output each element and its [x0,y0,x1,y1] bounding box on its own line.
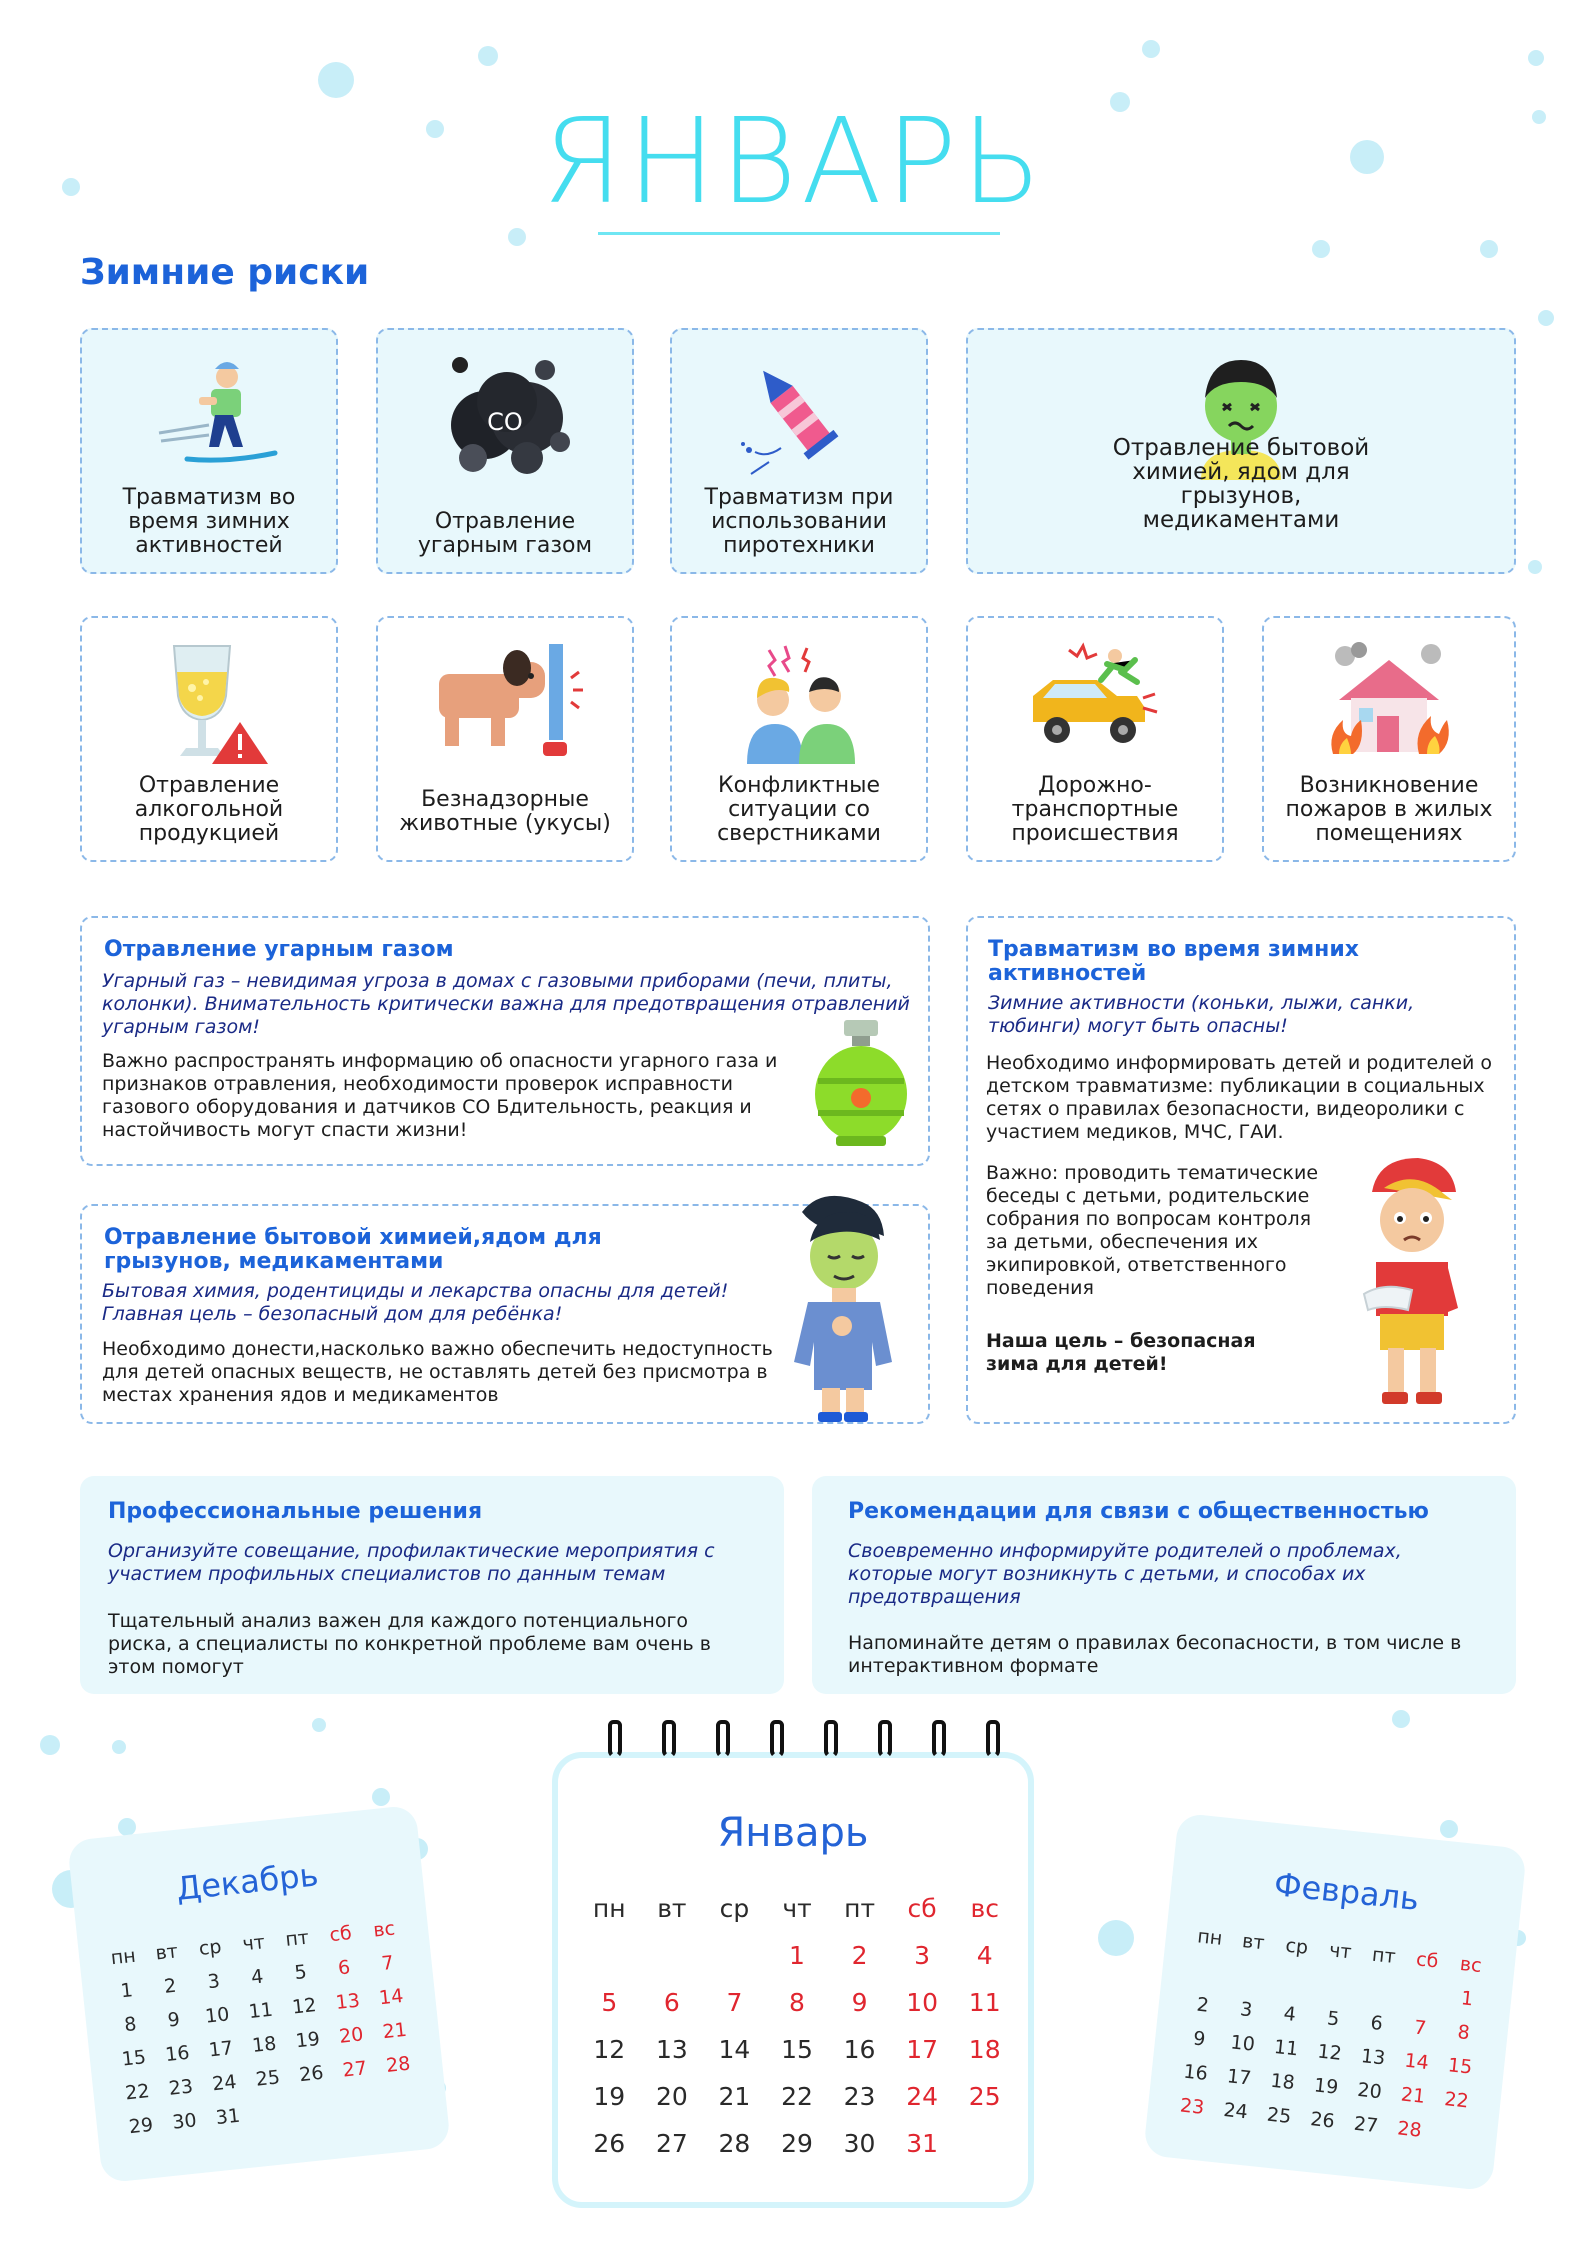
calendar-day: 4 [1282,2002,1297,2026]
calendar-day: 17 [906,2035,939,2064]
co-cloud-icon [378,340,632,490]
car-accident-icon [968,628,1222,778]
calendar-day: 9 [851,1988,868,2017]
calendar-day: 6 [663,1988,680,2017]
weekday-label: пт [284,1926,310,1951]
winter-info-card [966,916,1516,1424]
winter-info-italic: Зимние активности (коньки, лыжи, санки, тюбинги) могут быть опасны! [988,992,1415,1037]
chem-info-italic: Бытовая химия, родентициды и лекарства опасны для детей! Главная цель – безопасный дом для ребёнка! [102,1280,729,1325]
calendar-day: 11 [247,1998,274,2024]
calendar-day: 6 [337,1956,352,1980]
calendar-day: 4 [250,1965,265,1989]
calendar-day: 8 [123,2013,138,2037]
weekday-label: сб [1415,1948,1440,1973]
calendar-day: 9 [1192,2027,1207,2051]
calendar-day: 29 [781,2129,813,2158]
calendar-day: 26 [593,2129,626,2158]
calendar-day: 19 [593,2082,626,2111]
calendar-day: 18 [1269,2069,1296,2095]
weekday-label: чт [241,1931,266,1956]
calendar-day: 8 [1456,2021,1471,2045]
risk-card-winter-injury [80,328,338,574]
weekday-label: вс [1458,1952,1483,1978]
calendar-day: 13 [655,2035,688,2064]
calendar-day: 10 [204,2003,231,2028]
calendar-day: 2 [851,1941,868,1970]
calendar-day: 31 [214,2104,242,2130]
risk-card-road-accidents [966,616,1224,862]
calendar-day: 25 [254,2066,282,2091]
co-info-text: Важно распространять информацию об опасности угарного газа и признаков отравления, необходимости проверок исправности газового оборудования и датчиков СО Бдительность, реакция и настойчивость могут спасти жизни! [102,1050,778,1141]
co-info-italic: Угарный газ – невидимая угроза в домах с газовыми приборами (печи, плиты, колонки). Внимательность критически важна для предотвращения отравлений угарным газом! [102,970,910,1038]
calendar-day: 20 [655,2082,688,2111]
calendar-day: 7 [380,1951,395,1975]
calendar-day: 3 [206,1970,221,1994]
risk-label: Конфликтные ситуации со сверстниками [717,773,881,846]
weekday-label: сб [328,1922,353,1947]
empty-day [1183,1958,1229,1984]
calendar-day: 26 [1309,2108,1336,2133]
calendar-day: 3 [914,1941,931,1970]
calendar-day: 20 [1356,2078,1383,2104]
professional-solutions-card [80,1476,784,1694]
calendar-day: 27 [1352,2112,1380,2138]
pr-title: Рекомендации для связи с общественностью [848,1499,1429,1524]
gas-cylinder-icon [806,1018,916,1152]
calendar-day: 15 [120,2046,148,2071]
calendar-day: 13 [334,1989,361,2014]
calendar-day: 17 [1225,2065,1253,2090]
calendar-day: 24 [1222,2099,1249,2124]
calendar-day: 16 [1182,2060,1209,2086]
winter-info-text-2: Важно: проводить тематические беседы с детьми, родительские собрания по вопросам контроля за детьми, обеспечения их экипировкой, ответственного поведения [986,1162,1319,1299]
calendar-day: 5 [1326,2007,1341,2031]
calendar-december [67,1805,451,2184]
calendar-day: 5 [601,1988,618,2017]
calendar-day: 24 [906,2082,939,2111]
calendar-day: 28 [718,2129,751,2158]
calendar-day: 1 [119,1979,134,2003]
calendar-day: 19 [294,2027,321,2053]
calendar-day: 4 [976,1941,993,1970]
calendar-day: 3 [1239,1998,1254,2022]
calendar-day: 22 [781,2082,813,2111]
calendar-day: 23 [167,2075,195,2100]
calendar-day: 15 [1446,2054,1474,2079]
calendar-day: 2 [1195,1993,1210,2017]
calendar-title: Февраль [1272,1865,1421,1919]
calendar-day: 10 [906,1988,939,2017]
winter-info-text-1: Необходимо информировать детей и родителей о детском травматизме: публикации в социальных сетях о правилах безопасности, видеоролики с участием медиков, МЧС, ГАИ. [986,1052,1493,1143]
risk-card-conflicts [670,616,928,862]
risk-card-co [376,328,634,574]
calendar-day: 15 [781,2035,813,2064]
calendar-day: 17 [207,2037,235,2062]
calendar-day: 30 [171,2109,198,2134]
weekday-label: ср [719,1894,750,1923]
calendar-day: 28 [1396,2117,1423,2142]
section-title: Зимние риски [80,252,370,293]
calendar-day: 10 [1229,2031,1256,2056]
co-info-title: Отравление угарным газом [104,937,454,962]
calendar-day: 12 [1316,2040,1343,2065]
pr-text: Напоминайте детям о правилах бесопасности, в том числе в интерактивном формате [848,1632,1462,1677]
empty-day [1401,1981,1447,2007]
empty-day [1314,1972,1360,1998]
house-fire-icon [1264,628,1514,778]
calendar-day: 12 [291,1994,318,2019]
risk-label: Дорожно-транспортные происшествия [1011,773,1179,846]
risk-card-chemicals [966,328,1516,574]
chem-info-text: Необходимо донести,насколько важно обеспечить недоступность для детей опасных веществ, не оставлять детей без присмотра в местах хранения ядов и медикаментов [102,1338,773,1406]
calendar-day: 14 [718,2035,751,2064]
calendar-day: 26 [298,2061,325,2087]
empty-day [1357,1976,1403,2002]
weekday-label: чт [782,1894,812,1923]
calendar-day: 25 [1265,2103,1293,2128]
calendar-day: 21 [381,2018,408,2044]
calendar-day: 27 [341,2057,369,2082]
calendar-day: 21 [718,2082,751,2111]
calendar-day: 14 [1403,2049,1430,2075]
risk-card-animals [376,616,634,862]
calendar-grid [578,1894,1016,2158]
weekday-label: вт [657,1894,687,1923]
empty-day [703,1941,766,1970]
calendar-day: 7 [1413,2016,1428,2040]
weekday-label: пт [844,1894,876,1923]
calendar-day: 27 [655,2129,688,2158]
risk-card-fire [1262,616,1516,862]
calendar-day: 8 [789,1988,805,2017]
weekday-label: пт [1370,1943,1397,1969]
pro-italic: Организуйте совещание, профилактические мероприятия с участием профильных специалистов по данным темам [108,1540,715,1585]
calendar-day: 20 [338,2023,365,2048]
calendar-day: 12 [593,2035,626,2064]
calendar-day: 16 [164,2041,191,2067]
weekday-label: вт [154,1940,179,1965]
weekday-label: вт [1241,1930,1266,1955]
wine-glass-warning-icon [82,628,336,778]
calendar-day: 14 [378,1984,405,2010]
firework-rocket-icon [672,340,926,490]
calendar-day: 6 [1369,2011,1384,2036]
calendar-day: 11 [1273,2035,1300,2061]
calendar-day: 11 [968,1988,1001,2017]
calendar-title: Декабрь [174,1855,321,1908]
calendar-day: 16 [843,2035,876,2064]
risk-label: Отравление угарным газом [417,509,593,558]
weekday-label: сб [907,1894,937,1923]
calendar-day: 24 [211,2070,238,2096]
calendar-day: 28 [385,2052,412,2078]
calendar-day: 22 [124,2080,151,2105]
calendar-day: 9 [166,2008,181,2032]
public-relations-card [812,1476,1516,1694]
calendar-day: 13 [1359,2045,1387,2070]
weekday-label: пн [1196,1925,1224,1950]
risk-card-alcohol [80,616,338,862]
calendar-day: 22 [1443,2088,1470,2113]
calendar-january [552,1752,1034,2208]
pro-title: Профессиональные решения [108,1499,483,1524]
risk-label: Травматизм при использовании пиротехники [704,485,894,558]
winter-info-title: Травматизм во время зимних активностей [988,937,1359,986]
weekday-label: пн [592,1894,626,1923]
co-info-card [80,916,930,1166]
calendar-february [1143,1813,1527,2192]
pro-text: Тщательный анализ важен для каждого потенциального риска, а специалисты по конкретной проблеме вам очень в этом помогут [108,1610,711,1678]
page-title: ЯНВАРЬ [541,92,1046,230]
weekday-label: вс [970,1894,999,1923]
empty-day [1227,1963,1273,1989]
calendar-day: 30 [843,2129,876,2158]
weekday-label: чт [1328,1939,1353,1964]
children-conflict-icon [672,628,926,778]
calendar-grid [1169,1924,1493,2147]
calendar-day: 7 [726,1988,743,2017]
calendar-day: 23 [843,2082,876,2111]
risk-label: Отравление бытовой химией, ядом для грызунов, медикаментами [1112,435,1370,533]
weekday-label: ср [197,1935,223,1960]
chem-info-card [80,1204,930,1424]
risk-label: Травматизм во время зимних активностей [122,485,296,558]
co-text: CO [487,408,523,436]
calendar-day: 19 [1312,2074,1340,2099]
risk-card-pyrotechnics [670,328,928,574]
calendar-day: 5 [293,1960,308,1985]
calendar-day: 25 [968,2082,1001,2111]
risk-label: Возникновение пожаров в жилых помещениях [1285,773,1493,846]
calendar-day: 18 [251,2032,278,2057]
empty-day [578,1941,641,1970]
calendar-day: 18 [968,2035,1001,2064]
calendar-day: 1 [1460,1987,1475,2011]
winter-info-goal: Наша цель – безопасная зима для детей! [986,1330,1256,1375]
chem-info-title: Отравление бытовой химией,ядом для грызунов, медикаментами [104,1225,602,1274]
pr-italic: Своевременно информируйте родителей о проблемах, которые могут возникнуть с детьми, и способах их предотвращения [848,1540,1402,1608]
empty-day [641,1941,704,1970]
calendar-day: 21 [1399,2083,1427,2108]
skier-icon [82,340,336,490]
risk-label: Отравление алкогольной продукцией [134,773,284,846]
calendar-day: 2 [163,1974,178,1998]
weekday-label: пн [109,1944,137,1970]
weekday-label: ср [1284,1934,1310,1959]
calendar-day: 1 [789,1941,805,1970]
calendar-title: Январь [717,1810,869,1856]
calendar-grid [100,1916,424,2139]
risk-label: Безнадзорные животные (укусы) [399,787,611,836]
weekday-label: вс [372,1917,397,1942]
empty-day [1270,1967,1316,1993]
calendar-day: 23 [1178,2094,1206,2119]
injured-boy-icon [1344,1158,1474,1422]
calendar-day: 29 [127,2113,155,2139]
dog-bite-icon [378,628,632,778]
sick-boy-icon [772,1192,912,1430]
title-underline [598,232,1000,235]
calendar-day: 31 [906,2129,939,2158]
